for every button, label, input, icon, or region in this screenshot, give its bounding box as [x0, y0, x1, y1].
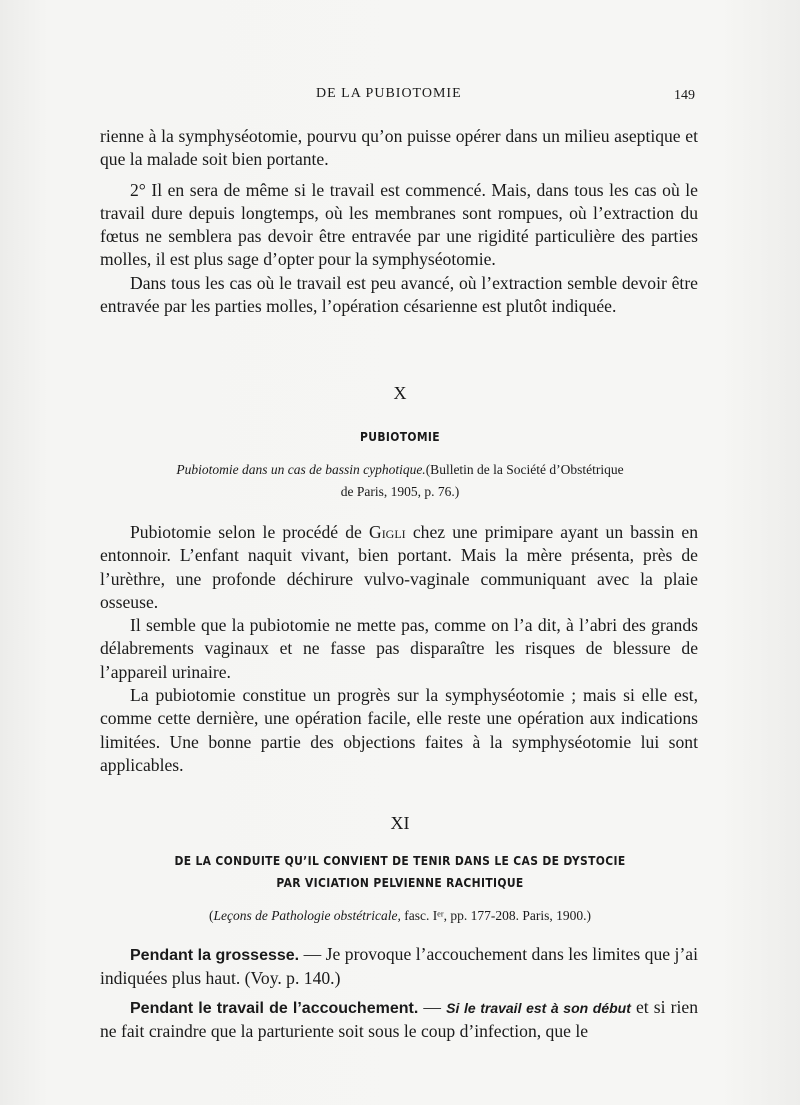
lead-grossesse: Pendant la grossesse. — [130, 947, 300, 964]
section-numeral-x: X — [393, 383, 407, 403]
section-numeral-xi: XI — [390, 813, 410, 833]
lead-travail: Pendant le travail de l’accouchement. — [130, 999, 419, 1017]
citation-line-1 — [110, 459, 690, 481]
citation-title: Leçons de Pathologie obstétricale, — [213, 908, 401, 923]
citation-source: fasc. Iᵉʳ, pp. 177-208. Paris, 1900.) — [400, 908, 592, 923]
author-name: Gigli — [368, 522, 406, 542]
citation-title: Pubiotomie dans un cas de bassin cyphotique. — [176, 462, 426, 477]
heading-line-1: DE LA CONDUITE QU’IL CONVIENT DE TENIR DANS LE CAS DE DYSTOCIE — [174, 853, 626, 868]
paragraph-progres: La pubiotomie constitue un progrès sur la symphyséotomie ; mais si elle est, comme cette dernière, une opération facile, elle reste une opération aux indications limitées. Une bonne partie des objections faites à la symphyséotomie lui sont applicables. — [100, 685, 698, 775]
text-after-name: chez une primipare ayant un bassin en entonnoir. L’enfant naquit vivant, bien portant. Mais la mère présenta, près de l’urèthre, une profonde déchirure vulvo-vaginale communiquant avec la plaie osseuse. — [100, 522, 698, 612]
section-heading-pubiotomie: PUBIOTOMIE — [360, 429, 440, 444]
paragraph-gigli — [100, 521, 698, 614]
paragraph-point-2: 2° Il en sera de même si le travail est commencé. Mais, dans tous les cas où le travail dure depuis longtemps, où les membranes sont rompues, où l’extraction du fœtus ne semblera pas devoir être entravée par une rigidité particulière des parties molles, il est plus sage d’opter pour la symphyséotomie. — [100, 179, 698, 270]
citation-line-2: de Paris, 1905, p. 76.) — [340, 484, 460, 499]
pubiotomie-text-block — [100, 521, 698, 777]
heading-line-2: PAR VICIATION PELVIENNE RACHITIQUE — [276, 875, 524, 890]
citation-open-paren: ( — [208, 908, 214, 923]
section-heading-dystocie — [56, 850, 744, 894]
paragraph-cesarienne: Dans tous les cas où le travail est peu avancé, où l’extraction semble devoir être entravée par les parties molles, l’opération césarienne est plutôt indiquée. — [100, 272, 698, 317]
text-before-name: Pubiotomie selon le procédé de — [130, 522, 369, 542]
citation-pubiotomie — [110, 459, 690, 503]
text-travail-dash: — — [418, 996, 447, 1017]
citation-lecons — [110, 905, 690, 927]
text-grossesse: — Je provoque l’accouchement dans les limites que j’ai indiquées plus haut. (Voy. p. 140.) — [100, 944, 698, 989]
running-head — [0, 86, 800, 106]
inline-travail-debut: Si le travail est à son début — [446, 999, 631, 1016]
paragraph-travail — [100, 996, 698, 1044]
page-number: 149 — [674, 88, 695, 103]
conduite-text-block — [100, 943, 698, 1043]
paragraph-grossesse — [100, 943, 698, 991]
paragraph-delabrements: Il semble que la pubiotomie ne mette pas, comme on l’a dit, à l’abri des grands délabrements vaginaux et ne fasse pas disparaître les risques de blessure de l’appareil urinaire. — [100, 615, 698, 682]
running-title: DE LA PUBIOTOMIE — [316, 86, 462, 101]
citation-source: (Bulletin de la Société d’Obstétrique — [425, 462, 624, 477]
top-text-block — [100, 125, 698, 318]
text-travail: et si rien ne fait craindre que la parturiente soit sous le coup d’infection, que le — [100, 996, 699, 1041]
paragraph-continuation: rienne à la symphyséotomie, pourvu qu’on puisse opérer dans un milieu aseptique et que la malade soit bien portante. — [100, 126, 698, 170]
